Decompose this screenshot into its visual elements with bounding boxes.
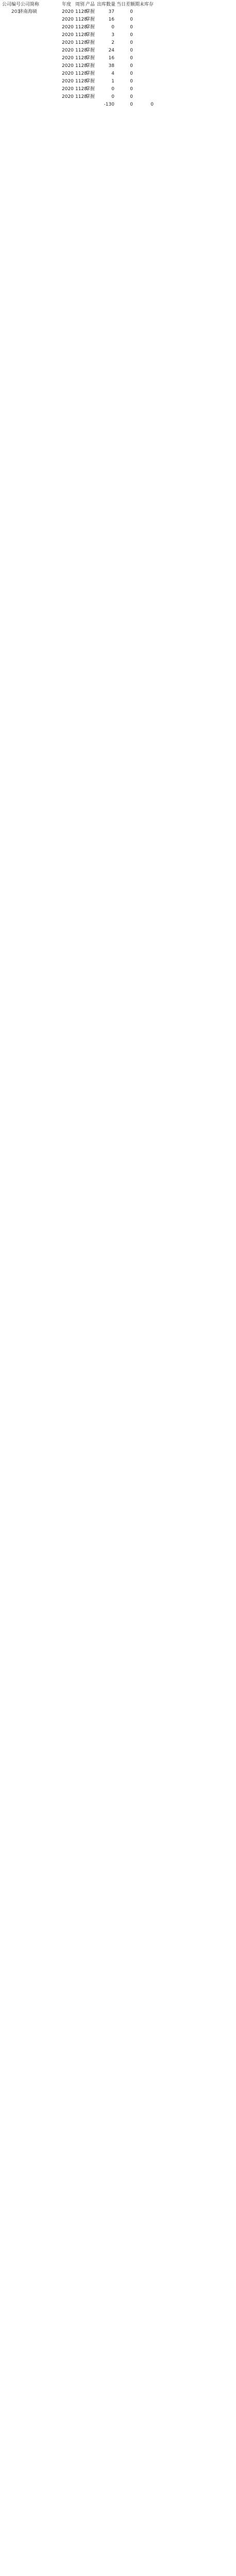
ending-stock-cell bbox=[135, 39, 154, 47]
header-company-name: 公司简称 bbox=[21, 2, 40, 7]
daily-diff-cell: 0 bbox=[130, 71, 133, 76]
outbound-qty-cell: 0 bbox=[111, 25, 114, 30]
table-row bbox=[0, 8, 236, 16]
product-cell: 掌握 bbox=[86, 71, 95, 76]
outbound-qty-cell: 4 bbox=[111, 71, 114, 76]
daily-diff-cell: 0 bbox=[130, 48, 133, 53]
daily-diff-cell: 0 bbox=[130, 63, 133, 69]
year-cell: 2020 bbox=[62, 71, 74, 76]
week-cell: 1128 bbox=[75, 63, 87, 69]
year-cell: 2020 bbox=[62, 25, 74, 30]
table-row bbox=[0, 16, 236, 24]
outbound-qty-cell: 37 bbox=[108, 9, 114, 14]
product-cell: 掌握 bbox=[86, 40, 95, 45]
week-cell: 1128 bbox=[75, 17, 87, 22]
product-cell: 掌握 bbox=[86, 87, 95, 92]
header-company-code: 公司编号 bbox=[2, 2, 21, 7]
daily-diff-cell: 0 bbox=[130, 94, 133, 99]
year-cell: 2020 bbox=[62, 32, 74, 38]
table-row bbox=[0, 93, 236, 101]
table-row bbox=[0, 62, 236, 70]
week-cell: 1128 bbox=[75, 71, 87, 76]
table-row bbox=[0, 31, 236, 39]
table-row bbox=[0, 86, 236, 93]
ending-stock-cell bbox=[135, 86, 154, 93]
company-name: 济南海硕 bbox=[19, 9, 38, 14]
subtotal-outbound: -130 bbox=[104, 102, 114, 107]
product-cell: 掌握 bbox=[86, 56, 95, 61]
week-cell: 1128 bbox=[75, 25, 87, 30]
year-cell: 2020 bbox=[62, 48, 74, 53]
column-header-row bbox=[0, 0, 236, 8]
report-body bbox=[0, 8, 236, 109]
ending-stock-cell bbox=[135, 8, 154, 16]
product-cell: 掌握 bbox=[86, 94, 95, 99]
year-cell: 2020 bbox=[62, 40, 74, 45]
outbound-qty-cell: 1 bbox=[111, 79, 114, 84]
ending-stock-cell bbox=[135, 16, 154, 24]
outbound-qty-cell: 38 bbox=[108, 63, 114, 69]
year-cell: 2020 bbox=[62, 94, 74, 99]
outbound-qty-cell: 2 bbox=[111, 40, 114, 45]
table-row bbox=[0, 47, 236, 55]
company-code: 203 bbox=[11, 9, 21, 14]
table-row bbox=[0, 55, 236, 62]
daily-diff-cell: 0 bbox=[130, 25, 133, 30]
week-cell: 1128 bbox=[75, 56, 87, 61]
product-cell: 掌握 bbox=[86, 9, 95, 14]
header-year: 年度 bbox=[62, 2, 72, 7]
week-cell: 1128 bbox=[75, 79, 87, 84]
header-product: 产品 bbox=[86, 2, 95, 7]
ending-stock-cell bbox=[135, 47, 154, 55]
year-cell: 2020 bbox=[62, 79, 74, 84]
week-cell: 1128 bbox=[75, 9, 87, 14]
outbound-qty-cell: 0 bbox=[111, 87, 114, 92]
year-cell: 2020 bbox=[62, 63, 74, 69]
table-row bbox=[0, 24, 236, 31]
product-cell: 掌握 bbox=[86, 48, 95, 53]
header-week: 周别 bbox=[75, 2, 85, 7]
daily-diff-cell: 0 bbox=[130, 9, 133, 14]
product-cell: 掌握 bbox=[86, 17, 95, 22]
outbound-qty-cell: 3 bbox=[111, 32, 114, 38]
ending-stock-cell bbox=[135, 31, 154, 39]
ending-stock-cell bbox=[135, 55, 154, 62]
ending-stock-cell bbox=[135, 78, 154, 86]
daily-diff-cell: 0 bbox=[130, 40, 133, 45]
outbound-qty-cell: 24 bbox=[108, 48, 114, 53]
week-cell: 1128 bbox=[75, 94, 87, 99]
week-cell: 1128 bbox=[75, 32, 87, 38]
product-cell: 掌握 bbox=[86, 25, 95, 30]
outbound-qty-cell: 16 bbox=[108, 56, 114, 61]
table-row bbox=[0, 78, 236, 86]
daily-diff-cell: 0 bbox=[130, 17, 133, 22]
daily-diff-cell: 0 bbox=[130, 32, 133, 38]
daily-diff-cell: 0 bbox=[130, 56, 133, 61]
week-cell: 1128 bbox=[75, 40, 87, 45]
product-cell: 掌握 bbox=[86, 32, 95, 38]
header-ending-stock: 期末库存 bbox=[135, 2, 154, 7]
week-cell: 1128 bbox=[75, 48, 87, 53]
year-cell: 2020 bbox=[62, 17, 74, 22]
outbound-qty-cell: 0 bbox=[111, 94, 114, 99]
ending-stock-cell bbox=[135, 24, 154, 31]
ending-stock-cell bbox=[135, 62, 154, 70]
week-cell: 1128 bbox=[75, 87, 87, 92]
daily-diff-cell: 0 bbox=[130, 79, 133, 84]
daily-diff-cell: 0 bbox=[130, 87, 133, 92]
year-cell: 2020 bbox=[62, 56, 74, 61]
product-cell: 掌握 bbox=[86, 63, 95, 69]
year-cell: 2020 bbox=[62, 9, 74, 14]
year-cell: 2020 bbox=[62, 87, 74, 92]
table-row bbox=[0, 70, 236, 78]
company-group bbox=[0, 8, 236, 109]
outbound-qty-cell: 16 bbox=[108, 17, 114, 22]
ending-stock-cell bbox=[135, 70, 154, 78]
subtotal-diff: 0 bbox=[130, 102, 133, 107]
product-cell: 掌握 bbox=[86, 79, 95, 84]
table-row bbox=[0, 39, 236, 47]
header-outbound-qty: 出库数量 bbox=[97, 2, 116, 7]
subtotal-row bbox=[0, 101, 236, 109]
header-daily-diff: 当日差额 bbox=[116, 2, 136, 7]
ending-stock-cell bbox=[135, 93, 154, 101]
subtotal-stock: 0 bbox=[150, 102, 154, 107]
